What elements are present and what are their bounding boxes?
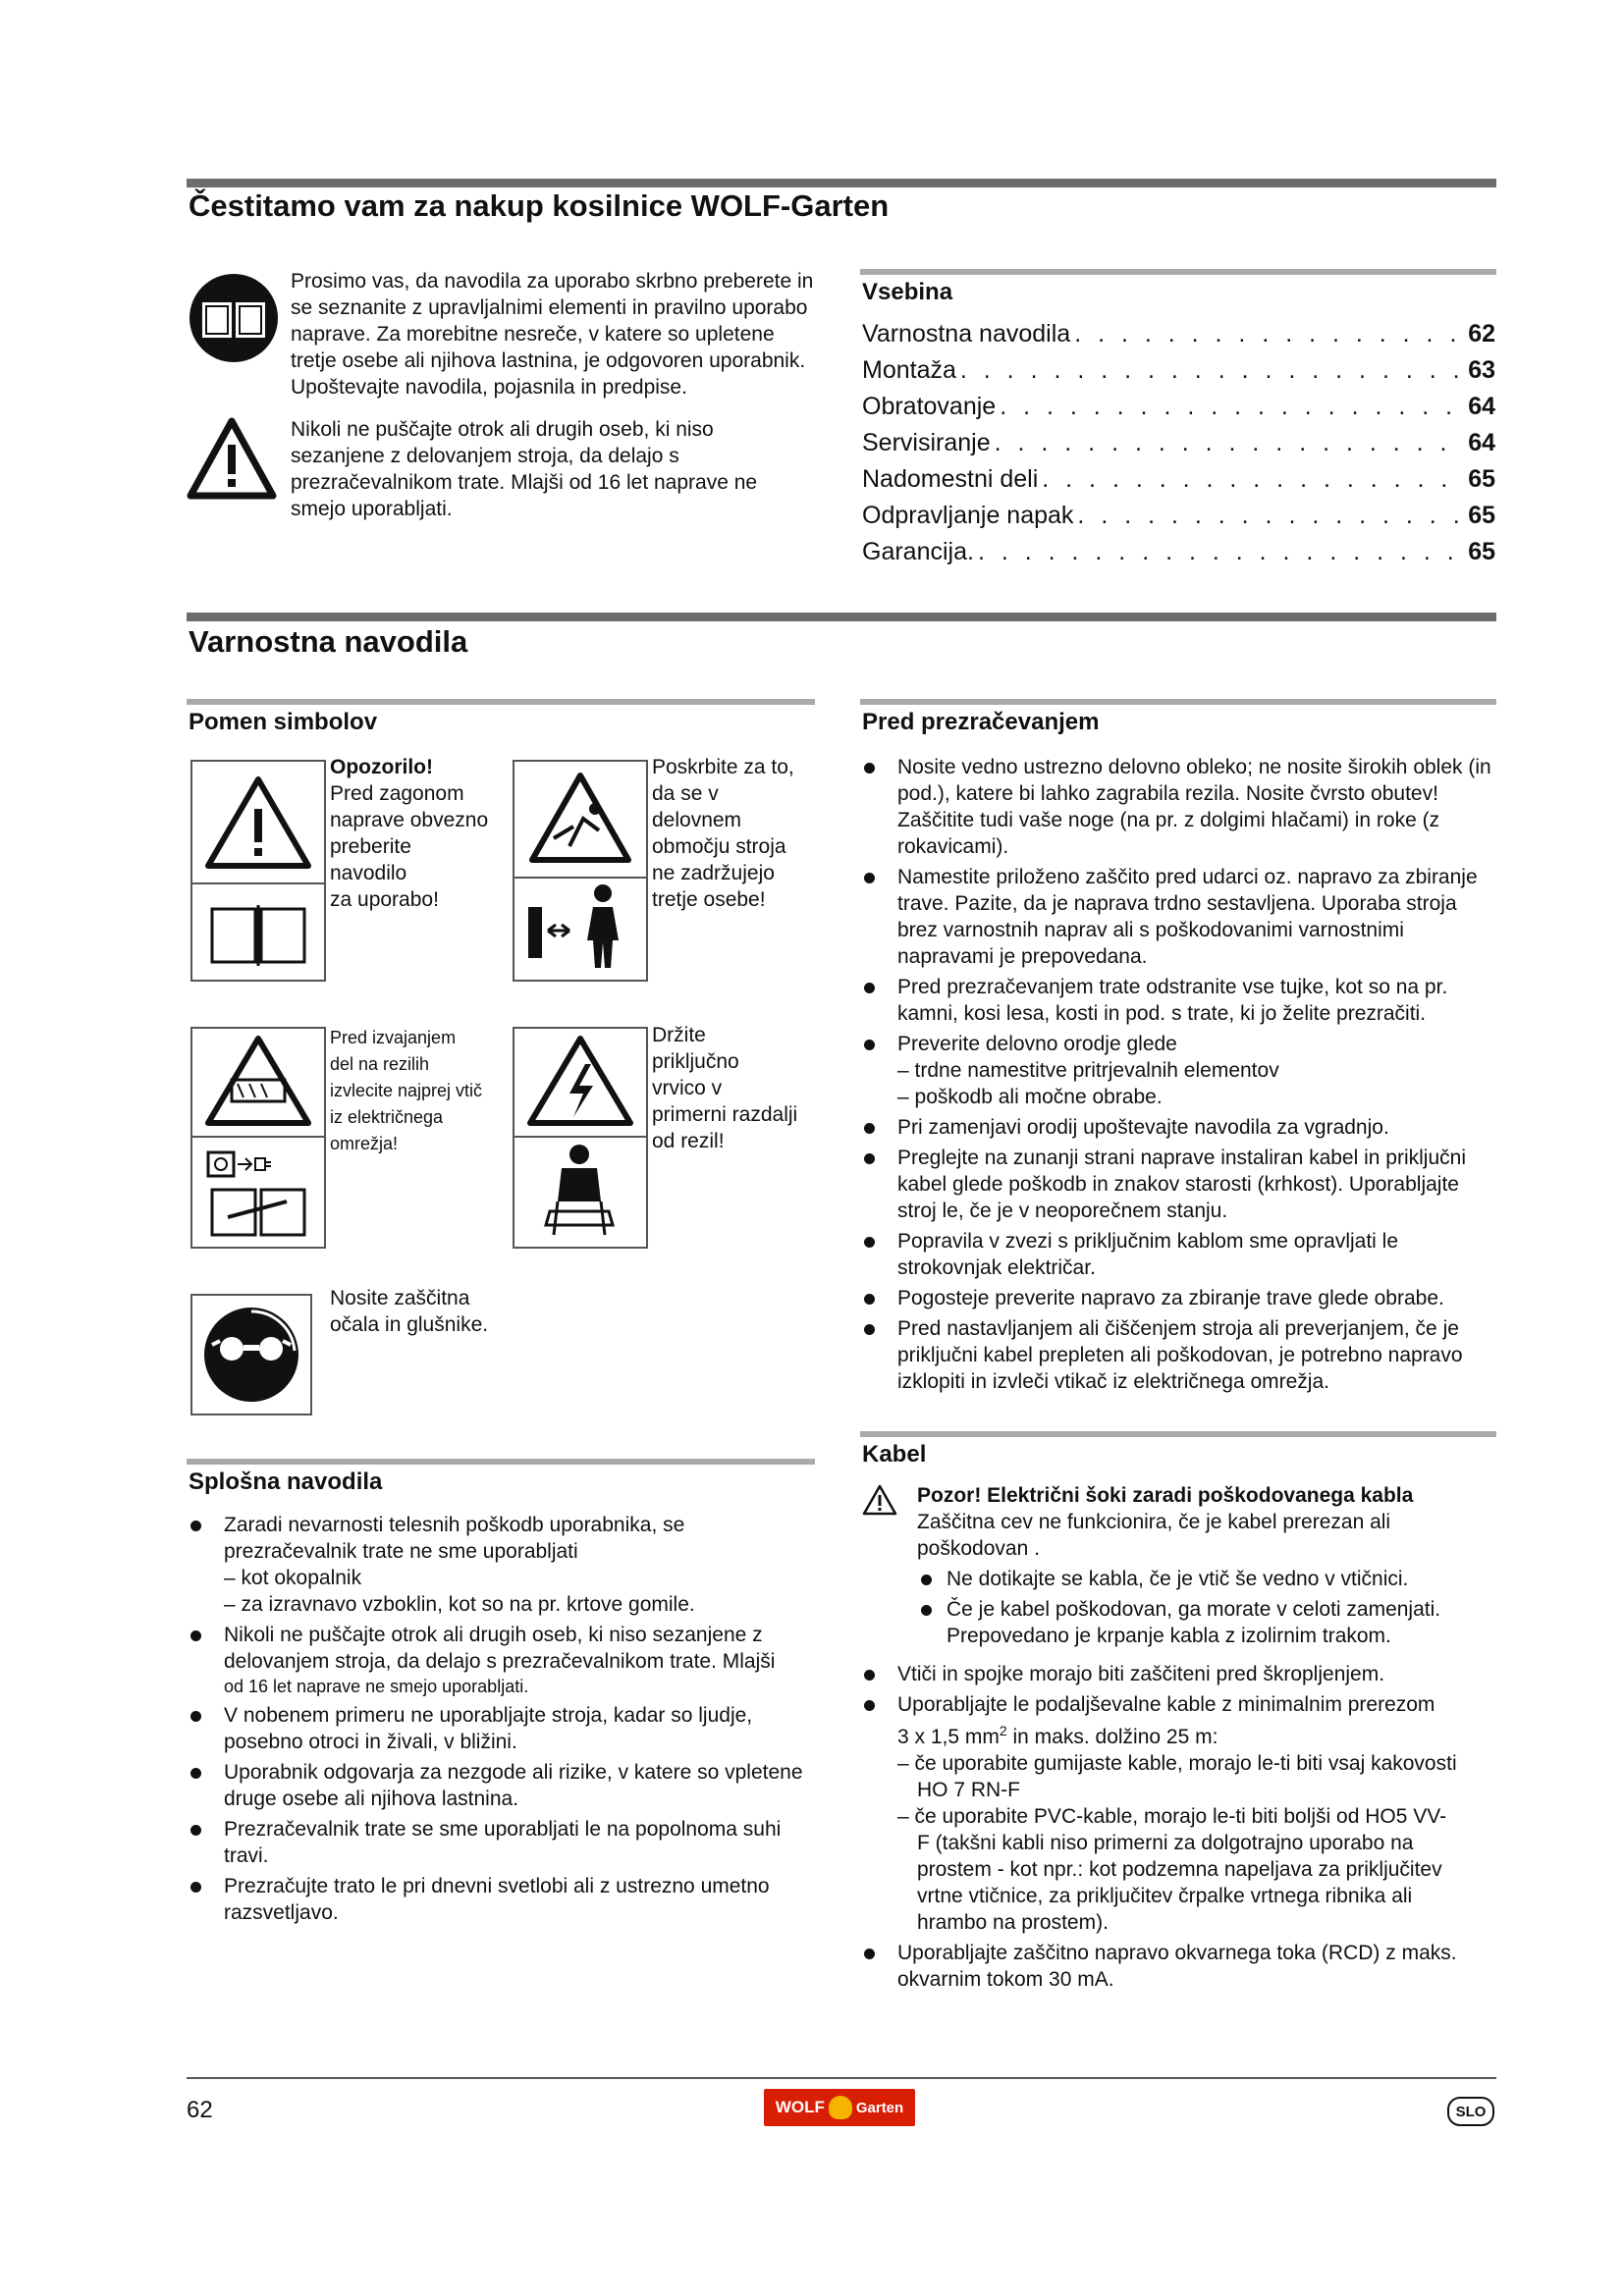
list-item: Preglejte na zunanji strani naprave instaliran kabel in priključni kabel glede poškodb in znakov starosti (krhkost). Uporabljajte stroj le, če je v neoporečnem stanju. [860,1145,1498,1224]
toc-item[interactable] [862,538,1495,574]
list-item: Pri zamenjavi orodij upoštevajte navodila za vgradnjo. [860,1114,1498,1141]
symbol-keep-away [513,760,648,982]
toc-item-page: 65 [1468,538,1495,565]
list-item: Preverite delovno orodje glede – trdne namestitve pritrjevalnih elementov – poškodb ali močne obrabe. [860,1031,1498,1110]
list-item: Nosite vedno ustrezno delovno obleko; ne nosite širokih oblek (in pod.), katere bi lahko zagrabila rezila. Nosite čvrsto obutev! Zaščitite tudi vaše noge (na pr. z dolgimi hlačami) in roke (z rokavicami). [860,754,1498,860]
page-number: 62 [187,2097,213,2123]
fox-icon [829,2096,852,2119]
toc-item-label: Nadomestni deli [862,465,1039,493]
cable-warning [917,1482,1496,1653]
symbol-keep-away-text [652,754,839,913]
toc-item-label: Varnostna navodila [862,320,1071,347]
toc-item-page: 65 [1468,465,1495,493]
toc-item-label: Montaža [862,356,956,384]
symbol-text-line: Poskrbite za to, [652,756,794,778]
warning-triangle-icon [187,417,277,505]
toc-leader [1000,393,1464,421]
book-icon [189,273,279,368]
toc-leader [1077,502,1464,530]
toc-item-page: 62 [1468,320,1495,347]
symbols-title: Pomen simbolov [189,709,378,735]
before-list [860,754,1498,1399]
toc-leader [1074,320,1464,348]
toc-item-page: 65 [1468,502,1495,529]
sub-item: – če uporabite PVC-kable, morajo le-ti biti boljši od HO5 VV- [897,1805,1447,1828]
toc-rule [860,269,1496,275]
symbol-text-line: ne zadržujejo [652,862,775,884]
logo-right-text: Garten [855,2099,904,2116]
logo-left-text: WOLF [775,2098,825,2116]
list-item: V nobenem primeru ne uporabljajte stroja, kadar so ljudje, posebno otroci in živali, v bližini. [187,1702,815,1755]
symbol-text-line: priključno [652,1050,739,1073]
toc-title: Vsebina [862,279,953,305]
brand-logo [764,2089,915,2126]
cable-warning-icon [862,1484,897,1521]
symbol-text-line: vrvico v [652,1077,723,1099]
symbol-text-line: omrežja! [330,1134,399,1153]
cable-warning-text: Zaščitna cev ne funkcionira, če je kabel prerezan ali poškodovan . [917,1511,1391,1560]
before-title: Pred prezračevanjem [862,709,1100,735]
sub-item: – če uporabite gumijaste kable, morajo le-ti biti vsaj kakovosti [897,1752,1457,1775]
sub-item: vrtne vtičnice, za priključitev črpalke vrtnega ribnika ali [917,1885,1413,1907]
symbol-read-manual-text [330,754,507,913]
toc-leader [978,538,1464,566]
toc-leader [995,429,1465,457]
sub-item: – trdne namestitve pritrjevalnih elementov [897,1059,1279,1082]
symbol-text-line: Pred zagonom [330,782,464,805]
toc-item-label: Obratovanje [862,393,997,420]
symbol-text-line: za uporabo! [330,888,439,911]
intro-paragraph-1: Prosimo vas, da navodila za uporabo skrbno preberete in se seznanite z upravljalnimi elementi in pravilno uporabo naprave. Za morebitne nesreče, v katere so upletene tretje osebe ali njihova lastnina, je odgovoren uporabnik. Upoštevajte navodila, pojasnila in predpise. [291,270,814,399]
symbol-text-line: da se v [652,782,719,805]
toc-item[interactable] [862,429,1495,465]
toc-item-label: Servisiranje [862,429,991,456]
symbol-text-line: Nosite zaščitna [330,1287,470,1309]
cable-title: Kabel [862,1441,927,1468]
symbol-text-line: izvlecite najprej vtič [330,1081,483,1100]
list-item: Pred prezračevanjem trate odstranite vse tujke, kot so na pr. kamni, kosi lesa, kosti in pod. s trate, ki jo želite prezračiti. [860,974,1498,1027]
symbol-text-line: naprave obvezno [330,809,489,831]
symbol-text-line: Pred izvajanjem [330,1028,457,1047]
cable-inner-list [917,1566,1496,1649]
symbol-text-line: območju stroja [652,835,786,858]
sub-item: – kot okopalnik [224,1567,362,1589]
list-item: Prezračevalnik trate se sme uporabljati le na popolnoma suhi travi. [187,1816,815,1869]
toc-item-page: 63 [1468,356,1495,384]
list-item: Če je kabel poškodovan, ga morate v celoti zamenjati. Prepovedano je krpanje kabla z izolirnim trakom. [917,1596,1496,1649]
footer-rule [187,2077,1496,2079]
symbol-text-line: od rezil! [652,1130,725,1152]
symbol-text-line: delovnem [652,809,742,831]
toc-item[interactable] [862,356,1495,393]
list-item: Pogosteje preverite napravo za zbiranje trave glede obrabe. [860,1285,1498,1311]
symbols-rule [187,699,815,705]
list-item: Uporabnik odgovarja za nezgode ali rizike, v katere so vpletene druge osebe ali njihova lastnina. [187,1759,815,1812]
symbol-cable-distance-text [652,1022,839,1154]
list-item: Uporabljajte zaščitno napravo okvarnega toka (RCD) z maks. okvarnim tokom 30 mA. [860,1940,1498,1993]
symbol-text-line: tretje osebe! [652,888,766,911]
cable-rule [860,1431,1496,1437]
list-item: Namestite priloženo zaščito pred udarci oz. napravo za zbiranje trave. Pazite, da je naprava trdno sestavljena. Uporaba stroja brez varnostnih naprav ali s poškodovanimi varnostnimi napravami je prepovedana. [860,864,1498,970]
symbol-text-line: očala in glušnike. [330,1313,489,1336]
symbol-cable-distance [513,1027,648,1249]
toc-item[interactable] [862,320,1495,356]
symbol-text-line: Držite [652,1024,706,1046]
toc-leader [1042,465,1464,494]
symbol-read-manual [190,760,326,982]
safety-rule [187,613,1496,621]
sub-item: HO 7 RN-F [917,1779,1020,1801]
cable-warning-title: Pozor! Električni šoki zaradi poškodovanega kabla [917,1484,1414,1507]
language-badge: SLO [1447,2097,1494,2126]
toc-item[interactable] [862,465,1495,502]
before-rule [860,699,1496,705]
toc-item-page: 64 [1468,429,1495,456]
sub-item: hrambo na prostem). [917,1911,1109,1934]
toc-item-page: 64 [1468,393,1495,420]
page-title: Čestitamo vam za nakup kosilnice WOLF-Garten [189,188,890,223]
symbol-text-line: del na rezilih [330,1054,430,1074]
list-item: Zaradi nevarnosti telesnih poškodb uporabnika, se prezračevalnik trate ne sme uporabljati – kot okopalnik – za izravnavo vzboklin, kot so na pr. krtove gomile. [187,1512,815,1618]
list-item: Nikoli ne puščajte otrok ali drugih oseb, ki niso sezanjene z delovanjem stroja, da delajo s prezračevalnikom trate. Mlajši od 16 let naprave ne smejo uporabljati. [187,1622,815,1698]
sub-item: F (takšni kabli niso primerni za dolgotrajno uporabo na [917,1832,1414,1854]
symbol-unplug-text [330,1025,507,1157]
toc-item-label: Odpravljanje napak [862,502,1074,529]
symbol-text-line: iz električnega [330,1107,444,1127]
general-title: Splošna navodila [189,1468,383,1495]
symbol-protection [190,1294,312,1415]
safety-title: Varnostna navodila [189,624,468,659]
toc-item[interactable] [862,393,1495,429]
symbol-warning-label: Opozorilo! [330,756,433,778]
list-item: Vtiči in spojke morajo biti zaščiteni pred škropljenjem. [860,1661,1498,1687]
symbol-text-line: navodilo [330,862,407,884]
sub-item: – poškodb ali močne obrabe. [897,1086,1163,1108]
sub-item: – za izravnavo vzboklin, kot so na pr. krtove gomile. [224,1593,695,1616]
list-item: Uporabljajte le podaljševalne kable z minimalnim prerezom 3 x 1,5 $mm^2$ in maks. dolžino 25 m: – če uporabite gumijaste kable, morajo le-ti biti vsaj kakovosti HO 7 RN-F – če uporabite PVC-kable, morajo le-ti biti boljši od HO5 VV- F (takšni kabli niso primerni za dolgotrajno uporabo na prostem - kot npr.: kot podzemna napeljava za priključitev vrtne vtičnice, za priključitev črpalke vrtnega ribnika ali hrambo na prostem). [860,1691,1498,1936]
intro-paragraph-2: Nikoli ne puščajte otrok ali drugih oseb, ki niso sezanjene z delovanjem stroja, da delajo s prezračevalnikom trate. Mlajši od 16 let naprave ne smejo uporabljati. [291,418,758,520]
list-item: Pred nastavljanjem ali čiščenjem stroja ali preverjanjem, če je priključni kabel prepleten ali poškodovan, je potrebno napravo izklopiti in izvleči vtikač iz električnega omrežja. [860,1315,1498,1395]
symbol-text-line: preberite [330,835,411,858]
cable-section: 3 x 1,5 $mm^2$ in maks. dolžino 25 m: [897,1723,1218,1748]
toc-item[interactable] [862,502,1495,538]
header-rule [187,179,1496,187]
toc-leader [960,356,1464,385]
list-item: Prezračujte trato le pri dnevni svetlobi ali z ustrezno umetno razsvetljavo. [187,1873,815,1926]
small-note: od 16 let naprave ne smejo uporabljati. [224,1677,529,1696]
toc-list [862,320,1495,574]
symbol-unplug [190,1027,326,1249]
general-rule [187,1459,815,1465]
cable-list [860,1661,1498,1997]
list-item: Ne dotikajte se kabla, če je vtič še vedno v vtičnici. [917,1566,1496,1592]
symbol-text-line: primerni razdalji [652,1103,798,1126]
symbol-protection-text [330,1285,546,1338]
list-item: Popravila v zvezi s priključnim kablom sme opravljati le strokovnjak električar. [860,1228,1498,1281]
general-list [187,1512,815,1930]
sub-item: prostem - kot npr.: kot podzemna napeljava za priključitev [917,1858,1442,1881]
toc-item-label: Garancija. [862,538,974,565]
